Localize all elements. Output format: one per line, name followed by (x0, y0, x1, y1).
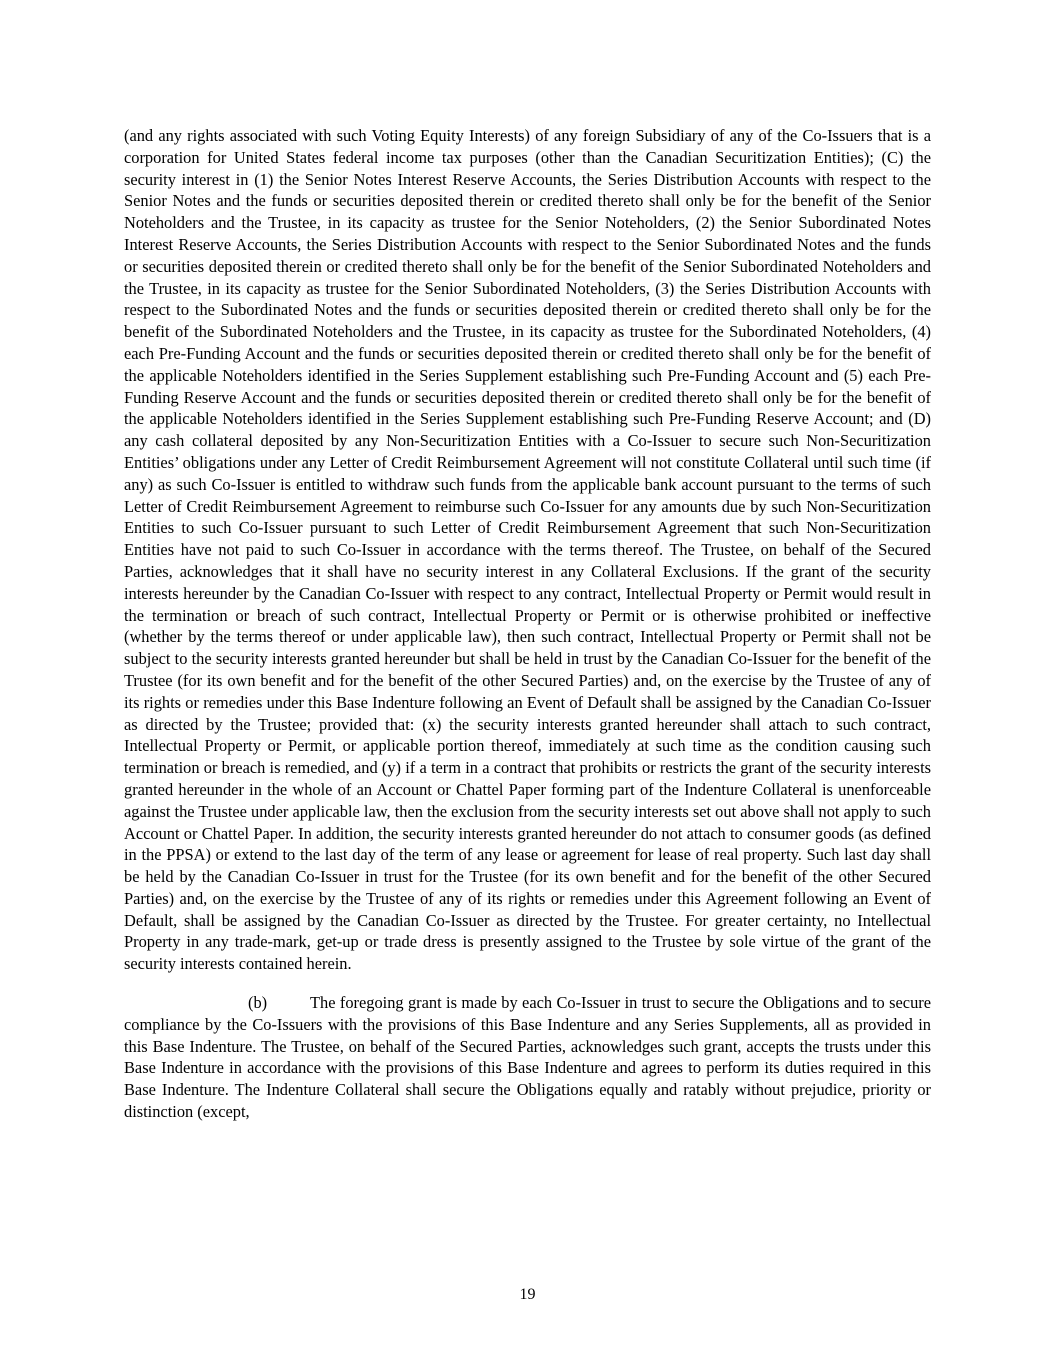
page-number: 19 (519, 1286, 536, 1303)
paragraph-b-text: The foregoing grant is made by each Co-Issuer in trust to secure the Obligations and to secure compliance by the Co-Issuers with the provisions of this Base Indenture and any Series Supplements, all as provided in this Base Indenture. The Trustee, on behalf of the Secured Parties, acknowledges such grant, accepts the trusts under this Base Indenture in accordance with the provisions of this Base Indenture and agrees to perform its duties required in this Base Indenture. The Indenture Collateral shall secure the Obligations equally and ratably without prejudice, priority or distinction (except, (124, 993, 931, 1122)
paragraph-b-label: (b) (248, 993, 268, 1013)
paragraph-a-continued: (and any rights associated with such Voting Equity Interests) of any foreign Subsidiary of any of the Co-Issuers that is a corporation for United States federal income tax purposes (other than the Canadian Securitization Entities); (C) the security interest in (1) the Senior Notes Interest Reserve Accounts, the Series Distribution Accounts with respect to the Senior Notes and the funds or securities deposited therein or credited thereto shall only be for the benefit of the Senior Noteholders and the Trustee, in its capacity as trustee for the Senior Noteholders, (2) the Senior Subordinated Notes Interest Reserve Accounts, the Series Distribution Accounts with respect to the Senior Subordinated Notes and the funds or securities deposited therein or credited thereto shall only be for the benefit of the Senior Subordinated Noteholders and the Trustee, in its capacity as trustee for the Senior Subordinated Noteholders, (3) the Series Distribution Accounts with respect to the Subordinated Notes and the funds or securities deposited therein or credited thereto shall only be for the benefit of the Subordinated Noteholders and the Trustee, in its capacity as trustee for the Subordinated Noteholders, (4) each Pre-Funding Account and the funds or securities deposited therein or credited thereto shall only be for the benefit of the applicable Noteholders identified in the Series Supplement establishing such Pre-Funding Account and (5) each Pre-Funding Reserve Account and the funds or securities deposited therein or credited thereto shall only be for the benefit of the applicable Noteholders identified in the Series Supplement establishing such Pre-Funding Reserve Account; and (D) any cash collateral deposited by any Non-Securitization Entities with a Co-Issuer to secure such Non-Securitization Entities’ obligations under any Letter of Credit Reimbursement Agreement will not constitute Collateral until such time (if any) as such Co-Issuer is entitled to withdraw such funds from the applicable bank account pursuant to the terms of such Letter of Credit Reimbursement Agreement to reimburse such Co-Issuer for any amounts due by such Non-Securitization Entities to such Co-Issuer pursuant to such Letter of Credit Reimbursement Agreement that such Non-Securitization Entities have not paid to such Co-Issuer in accordance with the terms thereof. The Trustee, on behalf of the Secured Parties, acknowledges that it shall have no security interest in any Collateral Exclusions. If the grant of the security interests hereunder by the Canadian Co-Issuer with respect to any contract, Intellectual Property or Permit would result in the termination or breach of such contract, Intellectual Property or Permit or is otherwise prohibited or ineffective (whether by the terms thereof or under applicable law), then such contract, Intellectual Property or Permit shall not be subject to the security interests granted hereunder but shall be held in trust by the Canadian Co-Issuer for the benefit of the Trustee (for its own benefit and for the benefit of the other Secured Parties) and, on the exercise by the Trustee of any of its rights or remedies under this Base Indenture following an Event of Default shall be assigned by the Canadian Co-Issuer as directed by the Trustee; provided that: (x) the security interests granted hereunder shall attach to such contract, Intellectual Property or Permit, or applicable portion thereof, immediately at such time as the condition causing such termination or breach is remedied, and (y) if a term in a contract that prohibits or restricts the grant of the security interests granted hereunder in the whole of an Account or Chattel Paper forming part of the Indenture Collateral is unenforceable against the Trustee under applicable law, then the exclusion from the security interests set out above shall not apply to such Account or Chattel Paper. In addition, the security interests granted hereunder do not attach to consumer goods (as defined in the PPSA) or extend to the last day of the term of any lease or agreement for lease of real property. Such last day shall be held by the Canadian Co-Issuer in trust for the Trustee (for its own benefit and for the benefit of the other Secured Parties) and, on the exercise by the Trustee of any of its rights or remedies under this Agreement following an Event of Default, shall be assigned by the Canadian Co-Issuer as directed by the Trustee. For greater certainty, no Intellectual Property in any trade-mark, get-up or trade dress is presently assigned to the Trustee by sole virtue of the grant of the security interests contained herein. (124, 126, 931, 974)
document-page (124, 125, 931, 1123)
paragraph-b (124, 992, 931, 1123)
